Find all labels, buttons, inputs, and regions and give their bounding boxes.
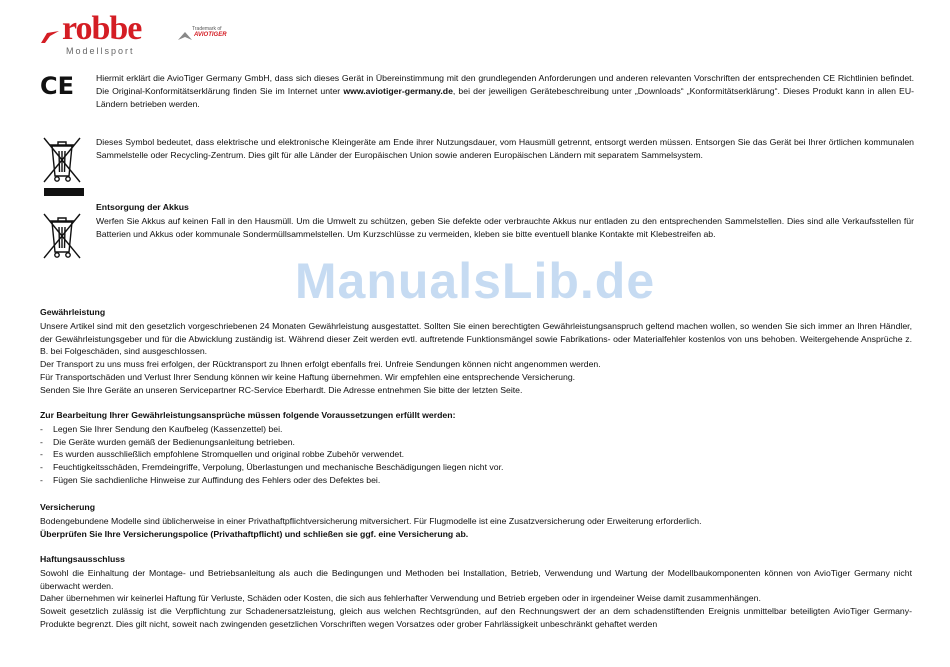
list-item: - Es wurden ausschließlich empfohlene Stromquellen und original robbe Zubehör verwendet. bbox=[40, 448, 912, 461]
battery-disposal-text: Werfen Sie Akkus auf keinen Fall in den Hausmüll. Um die Umwelt zu schützen, geben Sie defekte oder verbrauchte Akkus nur entladen zu den entsprechenden Sammelstellen. Dies sind alle Verkaufsstellen für Batterien und Akkus oder kommunale Sondermüllsammelstellen. Um Kurzschlüsse zu vermeiden, kleben sie bitte eventuell blanke Kontakte mit Klebestreifen ab. bbox=[96, 216, 914, 239]
liability-body bbox=[40, 567, 912, 631]
warranty-service: Senden Sie Ihre Geräte an unseren Servicepartner RC-Service Eberhardt. Die Adresse entnehmen Sie bitte der letzten Seite. bbox=[40, 384, 523, 395]
list-item: - Feuchtigkeitsschäden, Fremdeingriffe, Verpolung, Überlastungen und mechanische Beschädigungen liegen nicht vor. bbox=[40, 461, 912, 474]
trademark-label: Trademark of bbox=[192, 26, 222, 32]
separate-collection-bar bbox=[44, 188, 84, 196]
requirements-list bbox=[40, 423, 912, 487]
watermark: ManualsLib.de bbox=[294, 253, 656, 309]
warranty-transport: Der Transport zu uns muss frei erfolgen, der Rücktransport zu Ihnen erfolgt ebenfalls frei. Unfreie Sendungen können nicht angenommen werden. bbox=[40, 359, 601, 370]
crossed-bin-icon bbox=[42, 136, 82, 184]
warranty-damage: Für Transportschäden und Verlust Ihrer Sendung können wir keine Haftung übernehmen. Wir empfehlen eine entsprechende Versicherung. bbox=[40, 371, 576, 382]
insurance-heading: Versicherung bbox=[40, 502, 96, 512]
robbe-swoosh-icon bbox=[40, 30, 60, 44]
aviotiger-logo-icon bbox=[178, 31, 192, 41]
brand-subtitle: Modellsport bbox=[66, 46, 135, 56]
requirements-heading: Zur Bearbeitung Ihrer Gewährleistungsansprüche müssen folgende Voraussetzungen erfüllt werden: bbox=[40, 410, 456, 420]
list-item: - Fügen Sie sachdienliche Hinweise zur Auffindung des Fehlers oder des Defektes bei. bbox=[40, 474, 912, 487]
liability-heading: Haftungsausschluss bbox=[40, 554, 125, 564]
ce-mark-icon: CE bbox=[40, 72, 75, 100]
warranty-body bbox=[40, 320, 912, 396]
brand-name: robbe bbox=[62, 10, 142, 47]
robbe-logo bbox=[40, 10, 142, 56]
insurance-body bbox=[40, 515, 912, 540]
trademark-brand: AVIOTIGER bbox=[194, 32, 227, 38]
ce-declaration: Hiermit erklärt die AvioTiger Germany GmbH, dass sich dieses Gerät in Übereinstimmung mit den grundlegenden Anforderungen und anderen relevanten Vorschriften der entsprechenden CE Richtlinien befindet. Die Original-Konformitätserklärung finden Sie im Internet unter www.aviotiger-germany.de, bei der jeweiligen Gerätebeschreibung unter „Downloads“ „Konformitätserklärung“. Dieses Produkt kann in allen EU-Ländern betrieben werden. bbox=[96, 73, 914, 109]
insurance-advice: Überprüfen Sie Ihre Versicherungspolice (Privathaftpflicht) und schließen sie ggf. eine Versicherung ab. bbox=[40, 528, 469, 539]
list-item: - Legen Sie Ihrer Sendung den Kaufbeleg (Kassenzettel) bei. bbox=[40, 423, 912, 436]
liability-paragraph: Sowohl die Einhaltung der Montage- und Betriebsanleitung als auch die Bedingungen und Methoden bei Installation, Betrieb, Verwendung und Wartung der Modellbaukomponenten können von AvioTiger Germany nicht überwacht werden. bbox=[40, 568, 912, 591]
weee-notice: Dieses Symbol bedeutet, dass elektrische und elektronische Kleingeräte am Ende ihrer Nutzungsdauer, vom Hausmüll getrennt, entsorgt werden müssen. Entsorgen Sie das Gerät bei Ihrer örtlichen kommunalen Sammelstelle oder Recycling-Zentrum. Dies gilt für alle Länder der Europäischen Union sowie anderen Europäischen Ländern mit separatem Sammelsystem. bbox=[96, 137, 914, 160]
warranty-paragraph: Unsere Artikel sind mit den gesetzlich vorgeschriebenen 24 Monaten Gewährleistung ausgestattet. Sollten Sie einen berechtigten Gewährleistungsanspruch geltend machen wollen, so wenden Sie sich immer an Ihren Händler, der Gewährleistungsgeber und für die Abwicklung zuständig ist. Während dieser Zeit werden evtl. auftretende Funktionsmängel sowie Fabrikations- oder Materialfehler kostenlos von uns behoben. Weitergehende Ansprüche z. B. bei Folgeschäden, sind ausgeschlossen. bbox=[40, 321, 912, 357]
liability-limit: Soweit gesetzlich zulässig ist die Verpflichtung zur Schadenersatzleistung, gleich aus welchen Rechtsgründen, auf den Rechnungswert der an dem schadenstiftenden Ereignis unmittelbar beteiligten AvioTiger Germany-Produkte begrenzt. Dies gilt nicht, soweit nach zwingenden gesetzlichen Vorschriften wegen Vorsatzes oder grober Fahrlässigkeit unbeschränkt gehaftet werden bbox=[40, 606, 912, 629]
aviotiger-trademark bbox=[178, 26, 248, 38]
ce-url: www.aviotiger-germany.de bbox=[343, 85, 453, 96]
battery-disposal-heading: Entsorgung der Akkus bbox=[96, 202, 189, 212]
list-item: - Die Geräte wurden gemäß der Bedienungsanleitung betrieben. bbox=[40, 436, 912, 449]
liability-losses: Daher übernehmen wir keinerlei Haftung für Verluste, Schäden oder Kosten, die sich aus fehlerhafter Verwendung und Betrieb ergeben oder in irgendeiner Weise damit zusammenhängen. bbox=[40, 593, 761, 604]
warranty-heading: Gewährleistung bbox=[40, 307, 106, 317]
insurance-paragraph: Bodengebundene Modelle sind üblicherweise in einer Privathaftpflichtversicherung mitversichert. Für Flugmodelle ist eine Zusatzversicherung oder Erweiterung erforderlich. bbox=[40, 516, 702, 526]
